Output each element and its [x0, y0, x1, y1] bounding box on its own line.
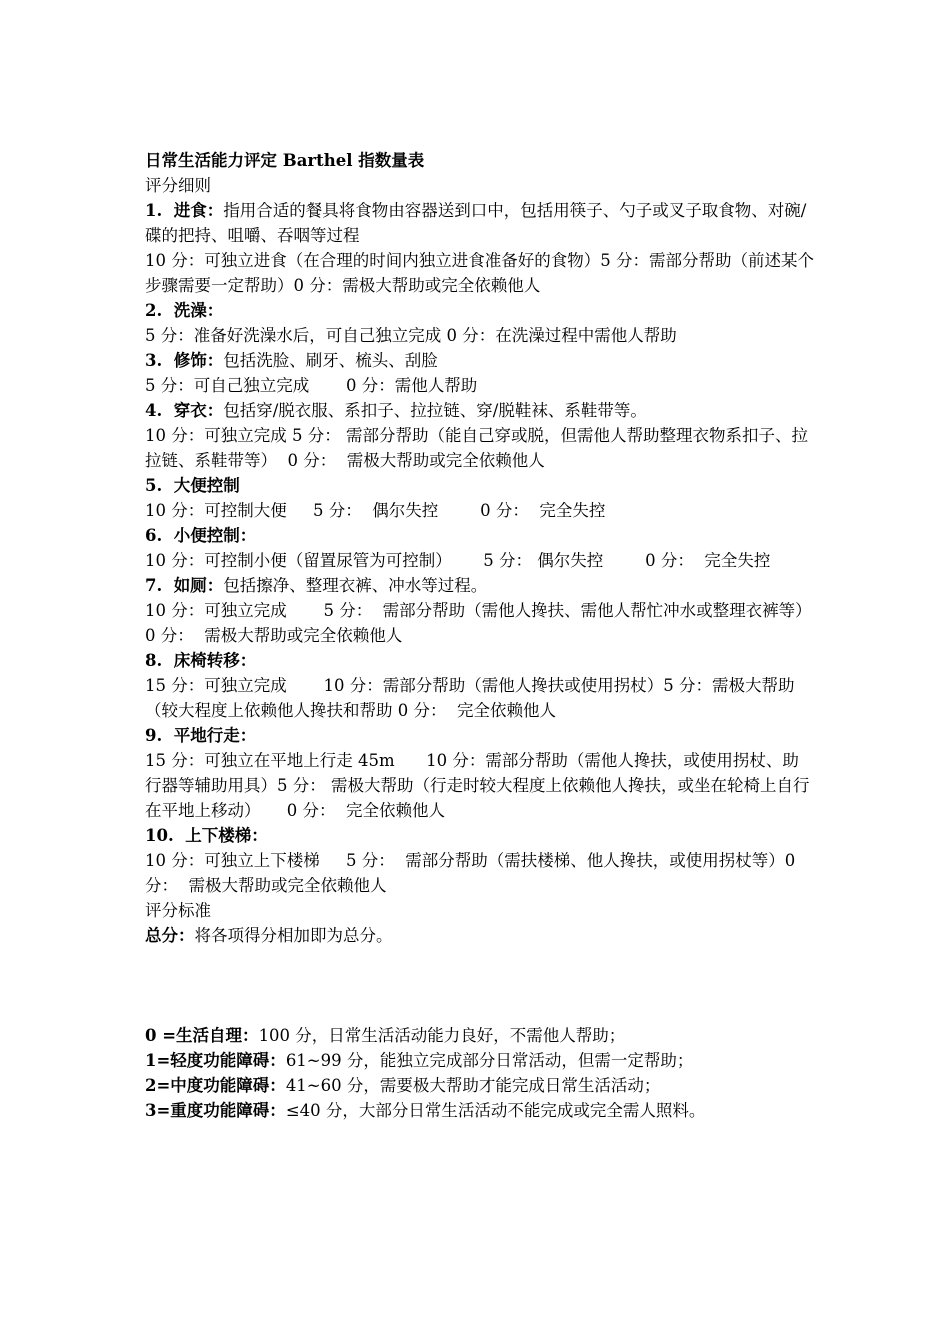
grade-line: [145, 1073, 815, 1098]
item-stairs: [145, 823, 815, 848]
item-heading: 2. 洗澡：: [145, 301, 224, 320]
item-heading: 3. 修饰：: [145, 351, 224, 370]
total-label: 总分：: [145, 926, 195, 945]
rules-heading: 评分细则: [145, 176, 211, 195]
item-scores: 10 分：可独立完成 5 分： 需部分帮助（能自己穿或脱，但需他人帮助整理衣物系扣子、拉拉链、系鞋带等） 0 分： 需极大帮助或完全依赖他人: [145, 426, 808, 470]
grade-label: 3=重度功能障碍：: [145, 1101, 286, 1120]
grade-text: 100 分，日常生活活动能力良好，不需他人帮助；: [258, 1026, 626, 1045]
item-heading: 9. 平地行走：: [145, 726, 257, 745]
grade-line: [145, 1023, 815, 1048]
item-toileting: [145, 573, 815, 598]
item-scores: 10 分：可独立进食（在合理的时间内独立进食准备好的食物）5 分：需部分帮助（前述某个步骤需要一定帮助）0 分：需极大帮助或完全依赖他人: [145, 251, 814, 295]
item-bed-chair-transfer: [145, 648, 815, 673]
item-scores: 10 分：可独立完成 5 分： 需部分帮助（需他人搀扶、需他人帮忙冲水或整理衣裤等）0 分： 需极大帮助或完全依赖他人: [145, 601, 812, 645]
item-bladder-control: [145, 523, 815, 548]
item-description: 包括洗脸、刷牙、梳头、刮脸: [223, 351, 438, 370]
item-heading: 1. 进食：: [145, 201, 224, 220]
document-title: 日常生活能力评定 Barthel 指数量表: [145, 151, 425, 170]
grade-label: 1=轻度功能障碍：: [145, 1051, 286, 1070]
grade-label: 0 =生活自理：: [145, 1026, 259, 1045]
item-heading: 7. 如厕：: [145, 576, 224, 595]
item-scores: 15 分：可独立在平地上行走 45m 10 分：需部分帮助（需他人搀扶，或使用拐杖、助行器等辅助用具）5 分： 需极大帮助（行走时较大程度上依赖他人搀扶，或坐在轮椅上自行在平地上移动） 0 分： 完全依赖他人: [145, 751, 810, 820]
item-description: 包括擦净、整理衣裤、冲水等过程。: [223, 576, 488, 595]
grade-line: [145, 1048, 815, 1073]
item-feeding: [145, 198, 815, 248]
item-dressing: [145, 398, 815, 423]
document-page: [145, 148, 815, 1123]
item-walking: [145, 723, 815, 748]
item-grooming: [145, 348, 815, 373]
item-scores: 10 分：可独立上下楼梯 5 分： 需部分帮助（需扶楼梯、他人搀扶，或使用拐杖等）0 分： 需极大帮助或完全依赖他人: [145, 851, 801, 895]
item-scores: 10 分：可控制小便（留置尿管为可控制） 5 分： 偶尔失控 0 分： 完全失控: [145, 551, 771, 570]
total-text: 将各项得分相加即为总分。: [194, 926, 393, 945]
item-heading: 4. 穿衣：: [145, 401, 224, 420]
spacer: [145, 948, 815, 1023]
grade-text: ≤40 分，大部分日常生活活动不能完成或完全需人照料。: [285, 1101, 706, 1120]
item-description: 包括穿/脱衣服、系扣子、拉拉链、穿/脱鞋袜、系鞋带等。: [223, 401, 647, 420]
item-scores: 10 分：可控制大便 5 分： 偶尔失控 0 分： 完全失控: [145, 501, 606, 520]
item-description: 指用合适的餐具将食物由容器送到口中，包括用筷子、勺子或叉子取食物、对碗/碟的把持、咀嚼、吞咽等过程: [145, 201, 807, 245]
item-heading: 5. 大便控制: [145, 476, 240, 495]
item-scores: 5 分：准备好洗澡水后，可自己独立完成 0 分：在洗澡过程中需他人帮助: [145, 326, 677, 345]
grade-line: [145, 1098, 815, 1123]
grade-label: 2=中度功能障碍：: [145, 1076, 286, 1095]
item-heading: 8. 床椅转移：: [145, 651, 257, 670]
total-score-line: [145, 923, 815, 948]
item-scores: 15 分：可独立完成 10 分：需部分帮助（需他人搀扶或使用拐杖）5 分：需极大帮助（较大程度上依赖他人搀扶和帮助 0 分： 完全依赖他人: [145, 676, 795, 720]
item-heading: 6. 小便控制：: [145, 526, 257, 545]
item-heading: 10. 上下楼梯：: [145, 826, 268, 845]
criteria-heading: 评分标准: [145, 901, 211, 920]
item-bathing: [145, 298, 815, 323]
grade-text: 61~99 分，能独立完成部分日常活动，但需一定帮助；: [285, 1051, 694, 1070]
grade-text: 41~60 分，需要极大帮助才能完成日常生活活动；: [285, 1076, 661, 1095]
item-bowel-control: [145, 473, 815, 498]
item-scores: 5 分：可自己独立完成 0 分：需他人帮助: [145, 376, 478, 395]
